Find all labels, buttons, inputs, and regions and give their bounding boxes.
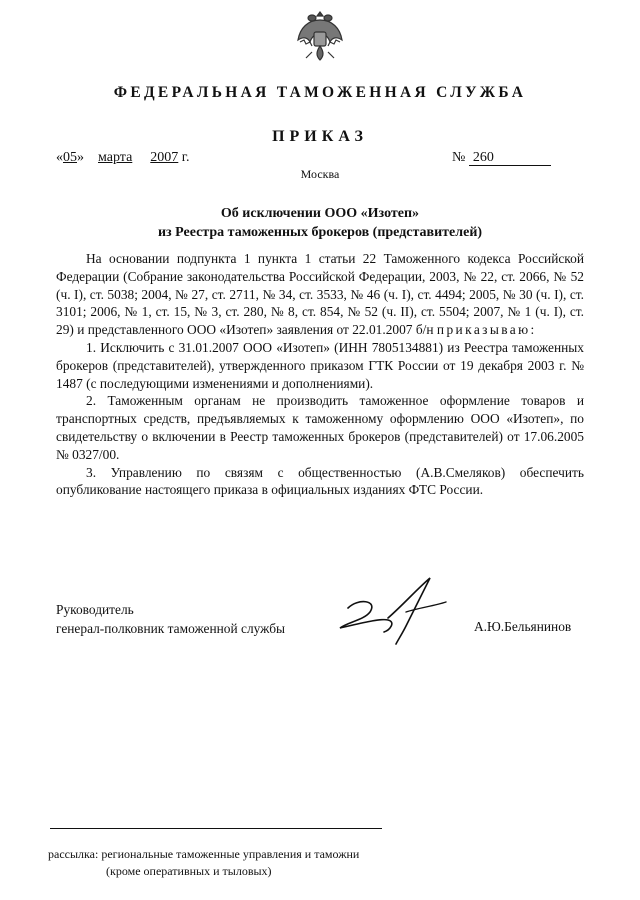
distribution-list — [48, 846, 359, 880]
order-keyword: приказываю: — [436, 322, 537, 338]
distribution-line-1: рассылка: региональные таможенные управления и таможни — [48, 847, 360, 861]
order-number — [452, 150, 551, 166]
date-open-quote: « — [56, 150, 63, 165]
order-item-1: 1. Исключить с 31.01.2007 ООО «Изотеп» (ИНН 7805134881) из Реестра таможенных брокеров (представителей), утвержденного приказом ГТК России от 19 декабря 2003 г. № 1487 (с последующими изменениями и дополнениями). — [56, 339, 584, 391]
preamble-paragraph — [56, 250, 584, 339]
distribution-line-2: (кроме оперативных и тыловых) — [106, 864, 272, 878]
date-day: 05 — [63, 150, 77, 165]
signer-title-line-2: генерал-полковник таможенной службы — [56, 621, 286, 636]
order-item-3: 3. Управлению по связям с общественностью (А.В.Смеляков) обеспечить опубликование настоящего приказа в официальных изданиях ФТС России. — [56, 464, 584, 498]
order-title: ПРИКАЗ — [272, 128, 368, 145]
date-close-quote: » — [77, 150, 84, 165]
order-item-2: 2. Таможенным органам не производить таможенное оформление товаров и транспортных средств, предъявляемых к таможенному оформлению ООО «Изотеп», по свидетельству о включении в Реестр таможенных брокеров (представителей) от 17.06.2005 № 0327/00. — [56, 393, 584, 462]
number-value: 260 — [469, 150, 551, 166]
date-year: 2007 — [150, 150, 179, 165]
handwritten-signature — [318, 568, 468, 648]
order-subject — [0, 204, 640, 242]
signer-title — [56, 600, 285, 638]
order-body — [56, 250, 584, 499]
subject-line-2: из Реестра таможенных брокеров (представителей) — [157, 225, 483, 240]
subject-line-1: Об исключении ООО «Изотеп» — [220, 206, 420, 221]
signer-name: А.Ю.Бельянинов — [474, 619, 572, 634]
date-suffix: г. — [181, 150, 190, 165]
coat-of-arms-emblem — [294, 8, 346, 64]
number-prefix: № — [452, 150, 466, 165]
order-date — [56, 150, 189, 166]
date-month: марта — [98, 150, 133, 165]
agency-name: ФЕДЕРАЛЬНАЯ ТАМОЖЕННАЯ СЛУЖБА — [113, 84, 527, 101]
preamble-text: На основании подпункта 1 пункта 1 статьи 22 Таможенного кодекса Российской Федерации (Собрание законодательства Российской Федерации, 2003, № 22, ст. 2066, № 52 (ч. I), ст. 5038; 2004, № 27, ст. 2711, № 34, ст. 3533, № 46 (ч. I), ст. 4494; 2005, № 30 (ч. I), ст. 3101; 2006, № 1, ст. 15, № 3, ст. 280, № 8, ст. 854, № 52 (ч. II), ст. 5504; 2007, № 1 (ч. I), ст. 29) и представленного ООО «Изотеп» заявления от 22.01.2007 б/н — [56, 251, 584, 338]
footer-divider — [50, 828, 382, 829]
signer-title-line-1: Руководитель — [56, 602, 134, 617]
order-city: Москва — [300, 167, 340, 181]
